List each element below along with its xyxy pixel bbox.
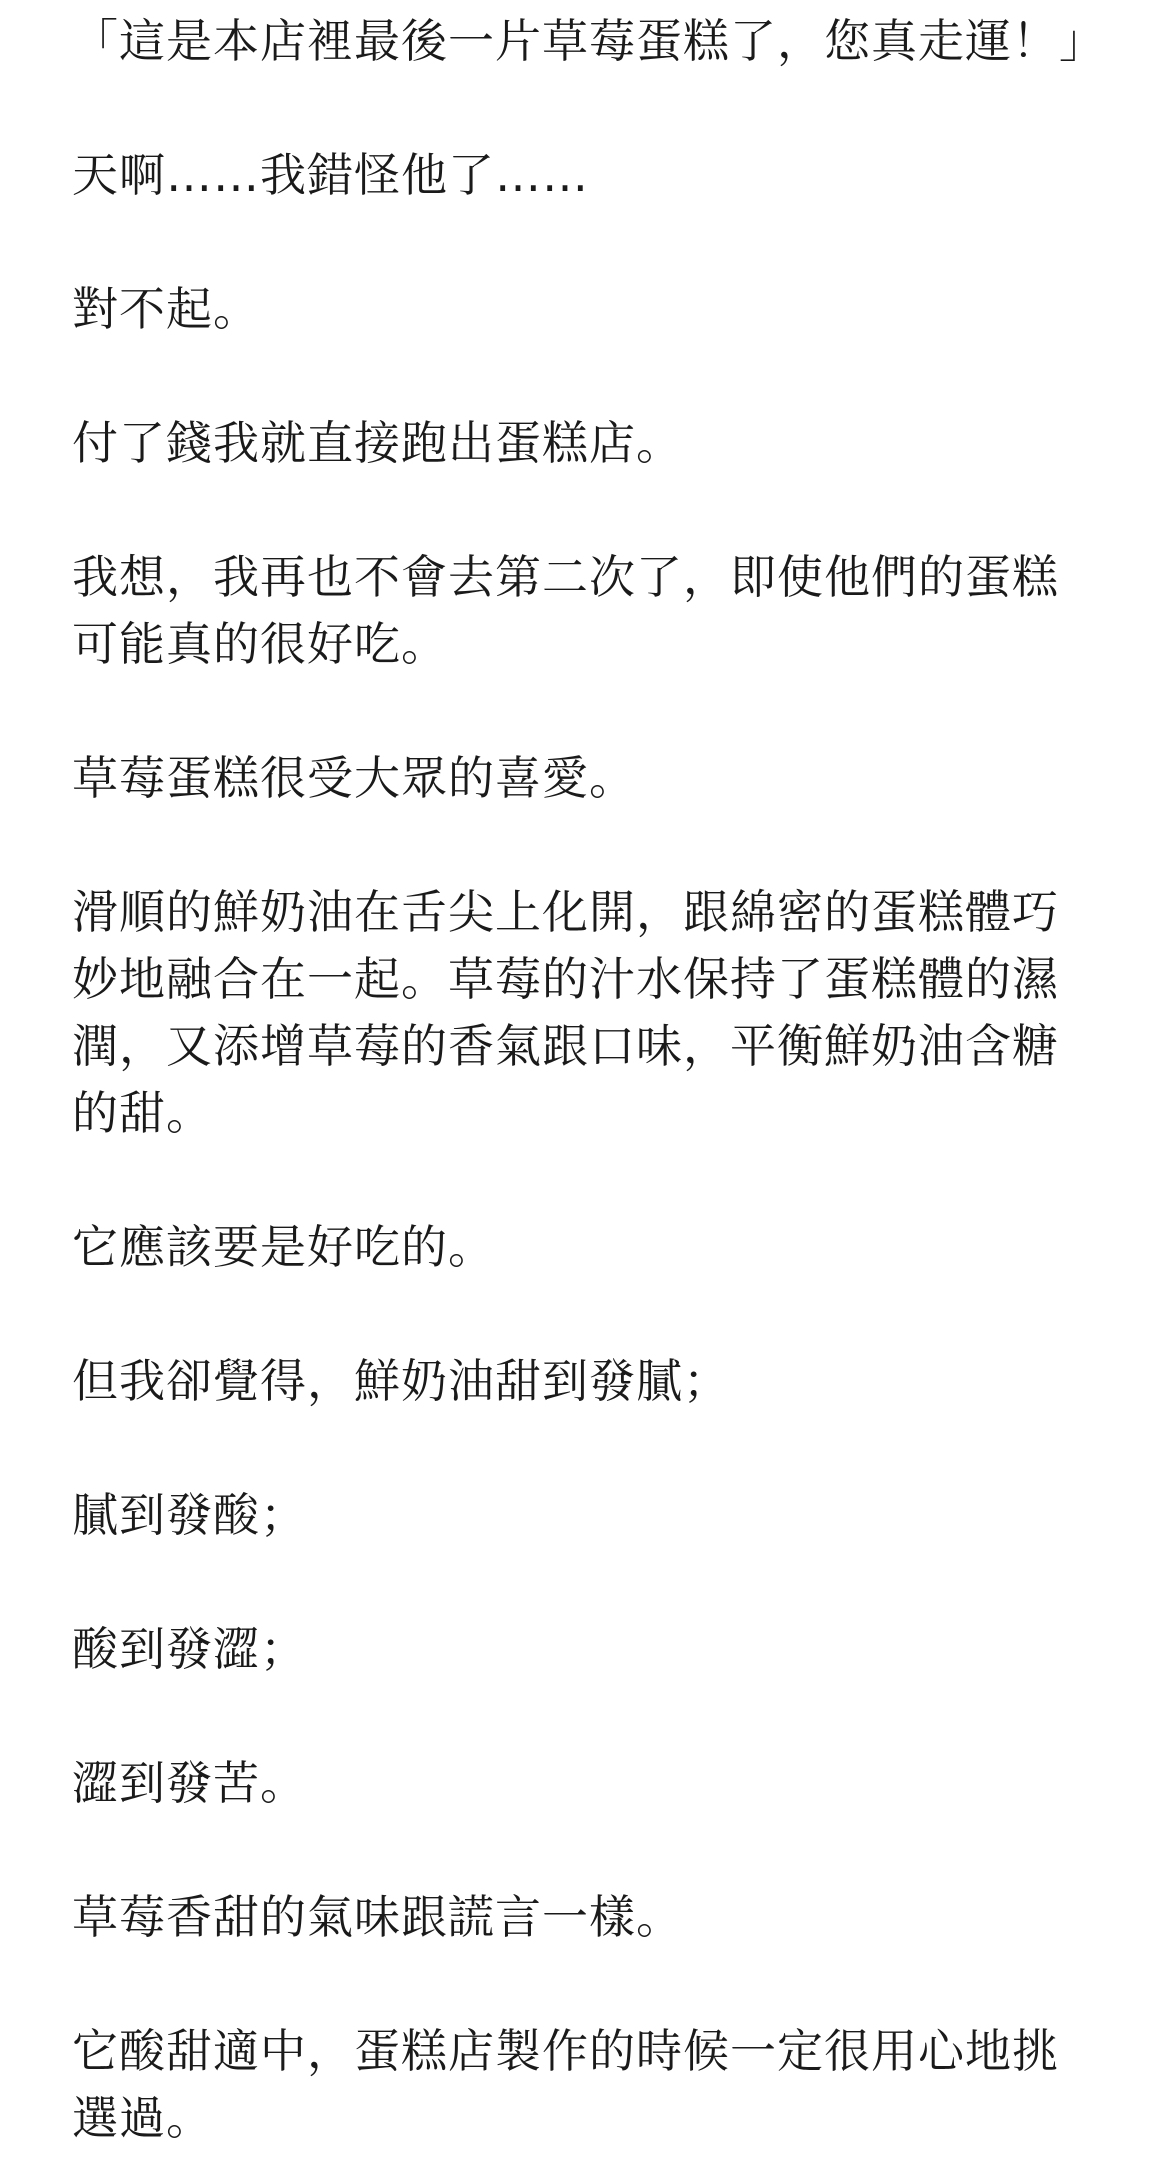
paragraph (72, 142, 1102, 209)
text-line: 我想，我再也不會去第二次了，即使他們的蛋糕 (72, 550, 1059, 604)
text-line: 天啊……我錯怪他了…… (72, 148, 589, 202)
article-body (72, 8, 1106, 2152)
text-line: 它應該要是好吃的。 (72, 1220, 495, 1274)
text-line: 可能真的很好吃。 (72, 617, 448, 671)
paragraph (72, 8, 1106, 75)
text-line: 「這是本店裡最後一片草莓蛋糕了，您真走運！」 (72, 14, 1106, 68)
paragraph (72, 276, 1102, 343)
text-line: 付了錢我就直接跑出蛋糕店。 (72, 416, 683, 470)
text-line: 的甜。 (72, 1086, 213, 1140)
paragraph (72, 879, 1102, 1147)
paragraph (72, 1214, 1102, 1281)
paragraph (72, 1616, 1102, 1683)
text-line: 澀到發苦。 (72, 1756, 307, 1810)
paragraph (72, 410, 1102, 477)
text-line: 對不起。 (72, 282, 260, 336)
paragraph (72, 1884, 1102, 1951)
paragraph (72, 745, 1102, 812)
text-line: 但我卻覺得，鮮奶油甜到發膩； (72, 1354, 730, 1408)
text-line: 妙地融合在一起。草莓的汁水保持了蛋糕體的濕 (72, 952, 1059, 1006)
paragraph (72, 1482, 1102, 1549)
text-line: 草莓香甜的氣味跟謊言一樣。 (72, 1890, 683, 1944)
paragraph (72, 544, 1102, 678)
text-line: 選過。 (72, 2091, 213, 2145)
text-line: 它酸甜適中，蛋糕店製作的時候一定很用心地挑 (72, 2024, 1059, 2078)
text-line: 潤，又添增草莓的香氣跟口味，平衡鮮奶油含糖 (72, 1019, 1059, 1073)
text-line: 滑順的鮮奶油在舌尖上化開，跟綿密的蛋糕體巧 (72, 885, 1059, 939)
paragraph (72, 2018, 1102, 2152)
paragraph (72, 1348, 1102, 1415)
text-line: 草莓蛋糕很受大眾的喜愛。 (72, 751, 636, 805)
text-line: 膩到發酸； (72, 1488, 307, 1542)
text-line: 酸到發澀； (72, 1622, 307, 1676)
paragraph (72, 1750, 1102, 1817)
